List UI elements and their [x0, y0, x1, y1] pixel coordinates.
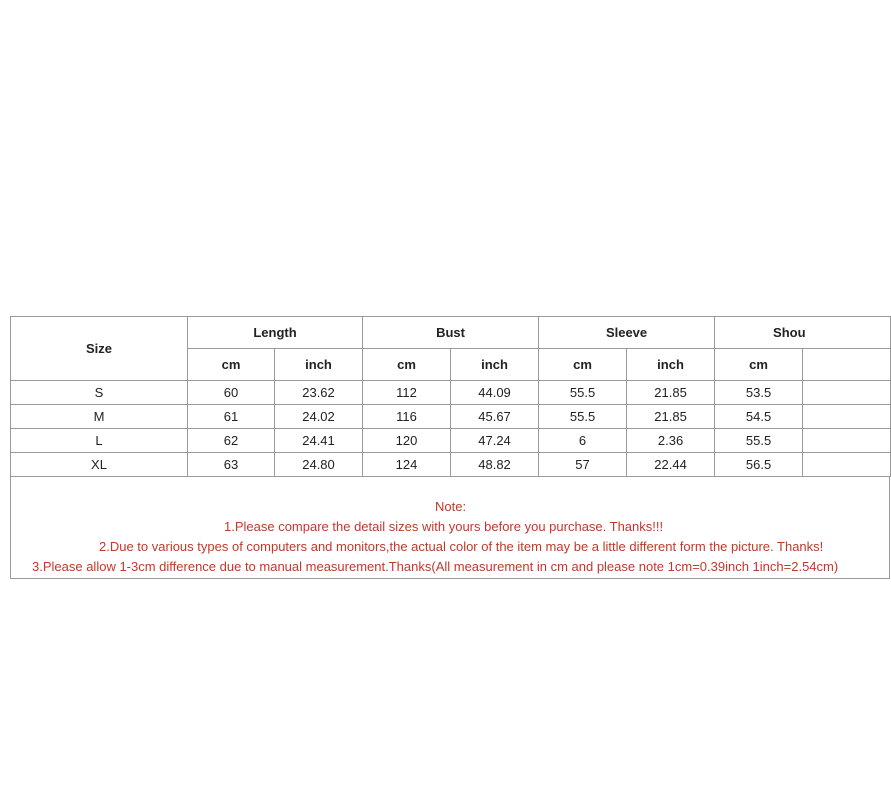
bust-header: Bust [363, 317, 539, 349]
table-cell: 21.85 [627, 381, 715, 405]
table-cell: 55.5 [539, 381, 627, 405]
table-cell-empty [803, 405, 891, 429]
unit-header: cm [363, 349, 451, 381]
table-cell: 124 [363, 453, 451, 477]
size-header: Size [11, 317, 188, 381]
table-row [11, 429, 891, 453]
unit-header: inch [275, 349, 363, 381]
table-cell: 47.24 [451, 429, 539, 453]
sleeve-header: Sleeve [539, 317, 715, 349]
table-cell: 24.02 [275, 405, 363, 429]
table-cell: 24.41 [275, 429, 363, 453]
unit-header: inch [451, 349, 539, 381]
unit-header: cm [188, 349, 275, 381]
table-cell: 22.44 [627, 453, 715, 477]
table-cell: 61 [188, 405, 275, 429]
note-line-2: 2.Due to various types of computers and monitors,the actual color of the item may be a little different form the picture. Thanks! [99, 539, 824, 554]
table-cell: 63 [188, 453, 275, 477]
size-cell: M [11, 405, 188, 429]
table-row [11, 453, 891, 477]
size-cell: S [11, 381, 188, 405]
size-chart [10, 316, 890, 579]
table-row [11, 381, 891, 405]
size-table [10, 316, 891, 477]
table-cell: 44.09 [451, 381, 539, 405]
table-cell: 120 [363, 429, 451, 453]
table-cell-empty [803, 453, 891, 477]
size-cell: L [11, 429, 188, 453]
table-cell: 116 [363, 405, 451, 429]
note-line-1: 1.Please compare the detail sizes with yours before you purchase. Thanks!!! [224, 519, 664, 534]
table-cell: 24.80 [275, 453, 363, 477]
table-cell-empty [803, 429, 891, 453]
table-cell: 53.5 [715, 381, 803, 405]
table-cell-empty [803, 381, 891, 405]
table-cell: 112 [363, 381, 451, 405]
table-cell: 48.82 [451, 453, 539, 477]
length-header: Length [188, 317, 363, 349]
table-cell: 45.67 [451, 405, 539, 429]
unit-header-empty [803, 349, 891, 381]
unit-header: cm [715, 349, 803, 381]
table-cell: 55.5 [539, 405, 627, 429]
table-cell: 55.5 [715, 429, 803, 453]
table-cell: 62 [188, 429, 275, 453]
unit-header: cm [539, 349, 627, 381]
table-cell: 6 [539, 429, 627, 453]
table-cell: 60 [188, 381, 275, 405]
table-cell: 21.85 [627, 405, 715, 429]
unit-header: inch [627, 349, 715, 381]
group-header-row [11, 317, 891, 349]
table-row [11, 405, 891, 429]
note-title: Note: [435, 499, 467, 514]
table-cell: 23.62 [275, 381, 363, 405]
size-cell: XL [11, 453, 188, 477]
table-cell: 57 [539, 453, 627, 477]
table-cell: 54.5 [715, 405, 803, 429]
table-cell: 56.5 [715, 453, 803, 477]
table-cell: 2.36 [627, 429, 715, 453]
shoulder-header: Shou [715, 317, 891, 349]
note-line-3: 3.Please allow 1-3cm difference due to manual measurement.Thanks(All measurement in cm and please note 1cm=0.39inch 1inch=2.54cm) [32, 559, 839, 574]
notes-box [10, 477, 890, 579]
